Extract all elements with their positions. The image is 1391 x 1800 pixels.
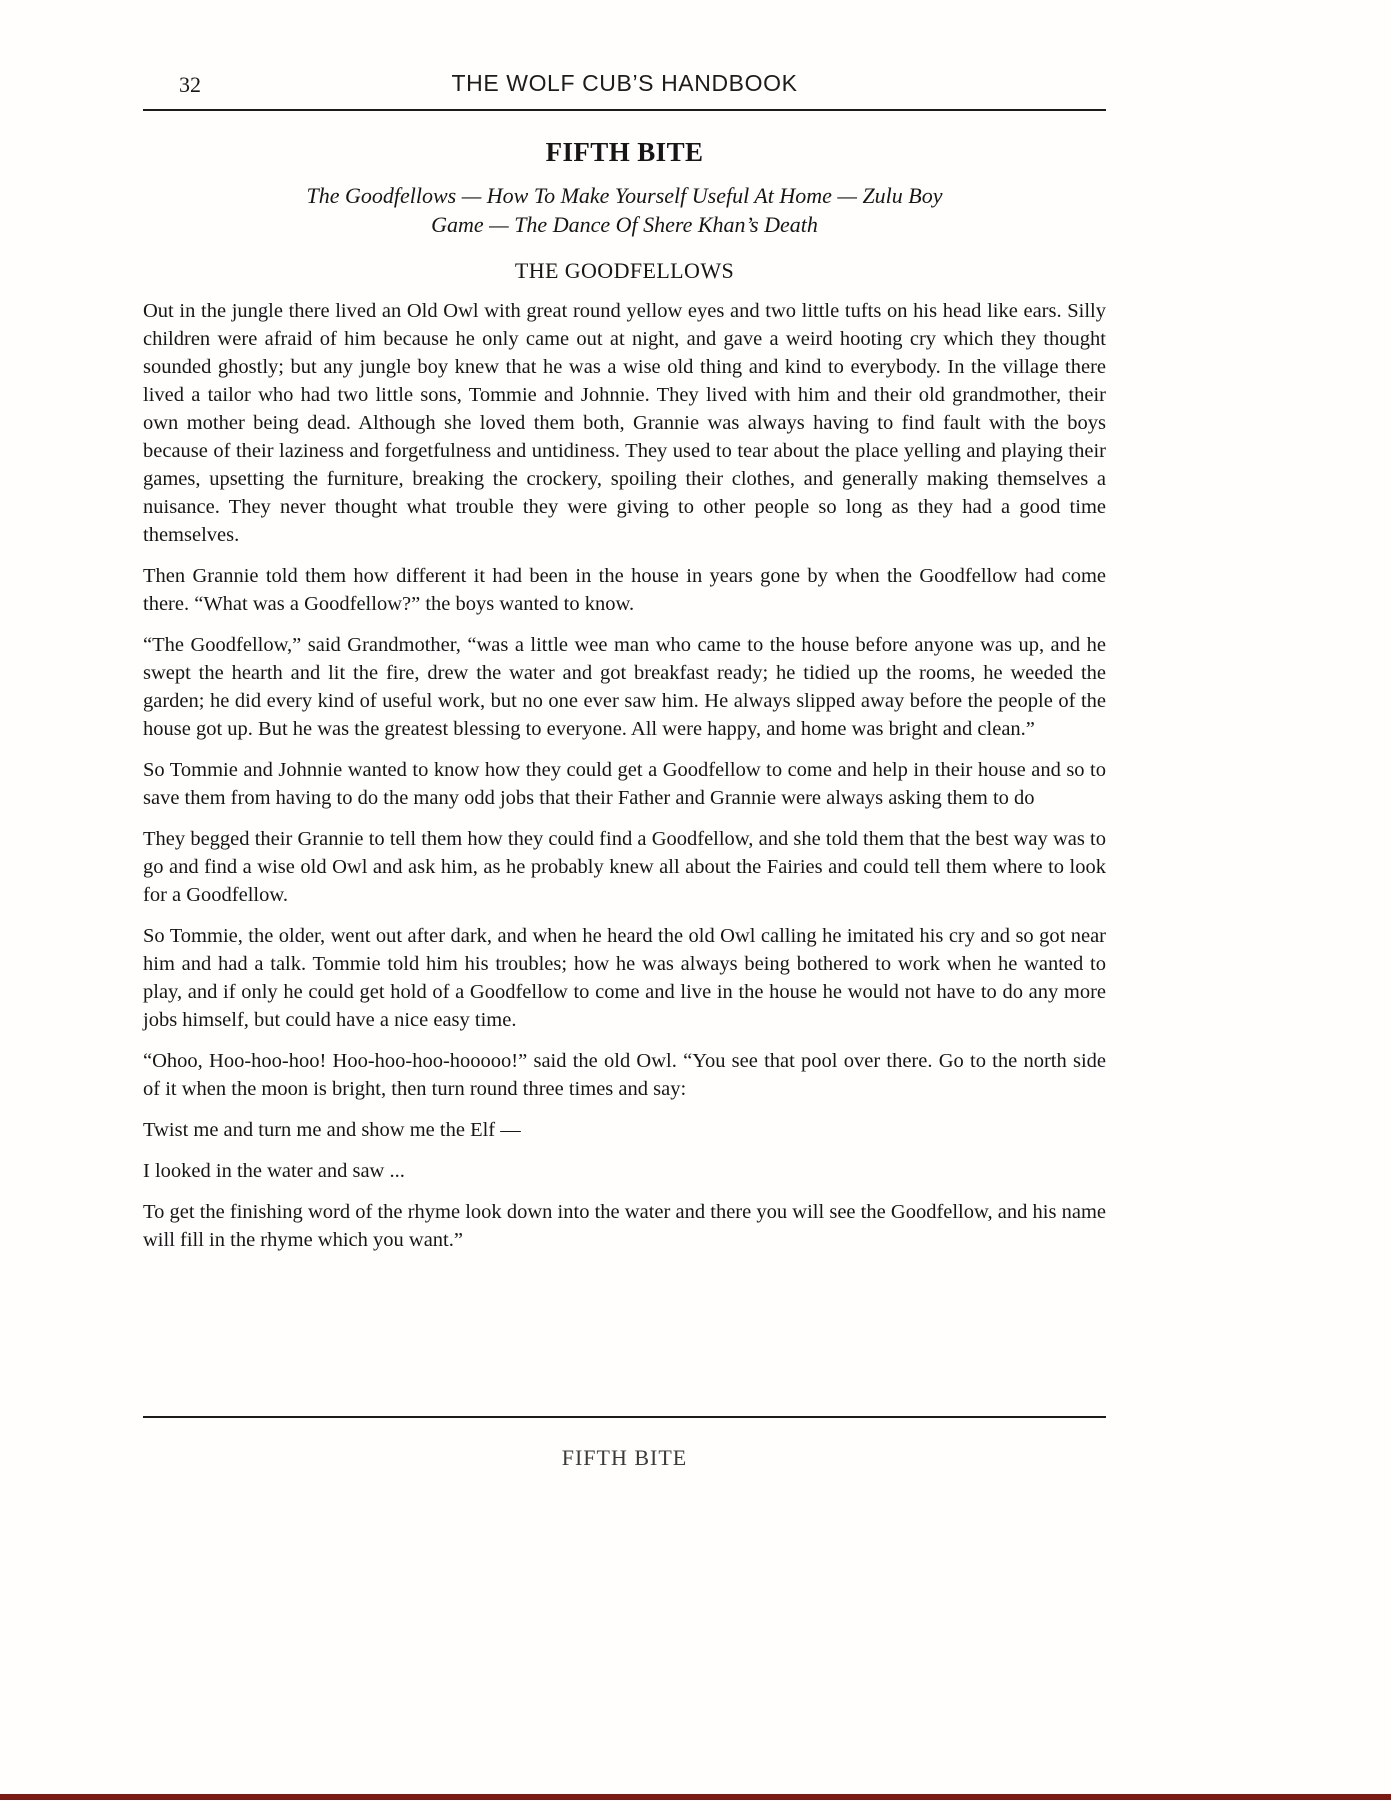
chapter-title: FIFTH BITE <box>545 137 704 167</box>
paragraph-10: To get the finishing word of the rhyme look down into the water and there you will see the Goodfellow, and his name will fill in the rhyme which you want.” <box>143 1201 1106 1251</box>
subtitle-line-2: Game — The Dance Of Shere Khan’s Death <box>431 212 818 237</box>
running-header: THE WOLF CUB’S HANDBOOK <box>451 70 798 96</box>
paragraph-1: Out in the jungle there lived an Old Owl with great round yellow eyes and two little tufts on his head like ears. Silly children were afraid of him because he only came out at night, and gave a weird hooting cry which they thought sounded ghostly; but any jungle boy knew that he was a wise old thing and kind to everybody. In the village there lived a tailor who had two little sons, Tommie and Johnnie. They lived with him and their old grandmother, their own mother being dead. Although she loved them both, Grannie was always having to find fault with the boys because of their laziness and forgetfulness and untidiness. They used to tear about the place yelling and playing their games, upsetting the furniture, breaking the crockery, spoiling their clothes, and generally making themselves a nuisance. They never thought what trouble they were giving to other people so long as they had a good time themselves. <box>143 300 1106 546</box>
paragraph-6: So Tommie, the older, went out after dark, and when he heard the old Owl calling he imitated his cry and so got near him and had a talk. Tommie told him his troubles; how he was always being bothered to work when he wanted to play, and if only he could get hold of a Goodfellow to come and live in the house he would not have to do any more jobs himself, but could have a nice easy time. <box>143 925 1106 1031</box>
subtitle-line-1: The Goodfellows — How To Make Yourself Useful At Home — Zulu Boy <box>306 183 943 208</box>
paragraph-4: So Tommie and Johnnie wanted to know how they could get a Goodfellow to come and help in their house and so to save them from having to do the many odd jobs that their Father and Grannie were always asking them to do <box>143 759 1106 809</box>
page-header <box>143 70 1106 100</box>
paragraph-3: “The Goodfellow,” said Grandmother, “was a little wee man who came to the house before anyone was up, and he swept the hearth and lit the fire, drew the water and got breakfast ready; he tidied up the rooms, he weeded the garden; he did every kind of useful work, but no one ever saw him. He always slipped away before the people of the house got up. But he was the greatest blessing to everyone. All were happy, and home was bright and clean.” <box>143 634 1106 740</box>
page-footer <box>143 1416 1106 1471</box>
page-bottom-band <box>0 1794 1391 1800</box>
section-heading: THE GOODFELLOWS <box>514 258 735 283</box>
paragraph-5: They begged their Grannie to tell them how they could find a Goodfellow, and she told them that the best way was to go and find a wise old Owl and ask him, as he probably knew all about the Fairies and could tell them where to look for a Goodfellow. <box>143 828 1106 906</box>
page-content <box>143 0 1106 1254</box>
paragraph-9-rhyme-line-2: I looked in the water and saw ... <box>143 1160 405 1182</box>
footer-rule <box>143 1416 1106 1418</box>
header-rule <box>143 109 1106 111</box>
paragraph-2: Then Grannie told them how different it had been in the house in years gone by when the Goodfellow had come there. “What was a Goodfellow?” the boys wanted to know. <box>143 565 1106 615</box>
page-number: 32 <box>179 72 201 97</box>
paragraph-8-rhyme-line-1: Twist me and turn me and show me the Elf — <box>143 1119 521 1141</box>
footer-title: FIFTH BITE <box>561 1445 688 1470</box>
chapter-subtitle <box>143 181 1106 239</box>
body-text <box>143 297 1106 1254</box>
paragraph-7: “Ohoo, Hoo-hoo-hoo! Hoo-hoo-hoo-hooooo!” said the old Owl. “You see that pool over there. Go to the north side of it when the moon is bright, then turn round three times and say: <box>143 1050 1106 1100</box>
